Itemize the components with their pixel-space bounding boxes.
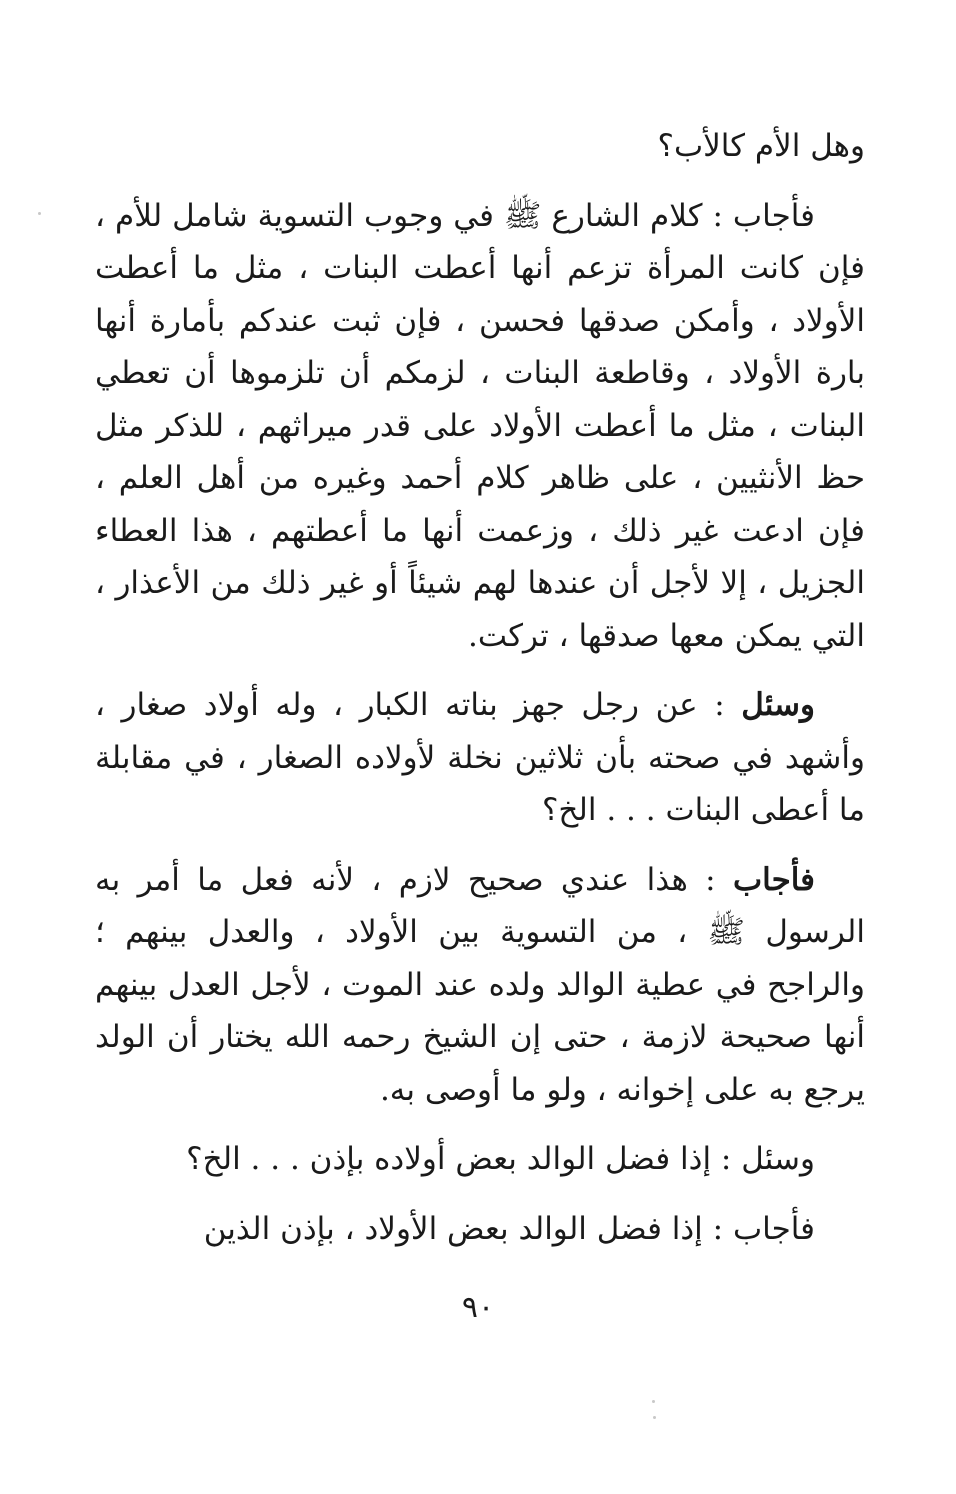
answer-paragraph — [95, 854, 865, 1117]
scan-speck — [652, 1400, 655, 1403]
paragraph-text: : عن رجل جهز بناته الكبار ، وله أولاد صغار ، وأشهد في صحته بأن ثلاثين نخلة لأولاده الصغار ، في مقابلة ما أعطى البنات . . . الخ؟ — [95, 687, 865, 828]
answer-paragraph — [95, 1203, 865, 1256]
paragraph-lead-word: وسئل — [741, 687, 815, 723]
paragraph-text: : هذا عندي صحيح لازم ، لأنه فعل ما أمر به الرسول ﷺ ، من التسوية بين الأولاد ، والعدل بينهم ؛ والراجح في عطية الوالد ولده عند الموت ، لأجل العدل بينهم أنها صحيحة لازمة ، حتى إن الشيخ رحمه الله يختار أن الولد يرجع به على إخوانه ، ولو ما أوصى به. — [95, 861, 865, 1108]
answer-paragraph — [95, 190, 865, 663]
paragraph-text: فأجاب : كلام الشارع ﷺ في وجوب التسوية شامل للأم ، فإن كانت المرأة تزعم أنها أعطت البنات ، مثل ما أعطت الأولاد ، وأمكن صدقها فحسن ، فإن ثبت عندكم بأمارة أنها بارة الأولاد ، وقاطعة البنات ، لزمكم أن تلزموها أن تعطي البنات ، مثل ما أعطت الأولاد على قدر ميراثهم ، للذكر مثل حظ الأنثيين ، على ظاهر كلام أحمد وغيره من أهل العلم ، فإن ادعت غير ذلك ، وزعمت أنها ما أعطتهم ، هذا العطاء الجزيل ، إلا لأجل أن عندها لهم شيئاً أو غير ذلك من الأعذار ، التي يمكن معها صدقها ، تركت. — [95, 197, 865, 654]
question-paragraph — [95, 679, 865, 837]
page-number: ٩٠ — [461, 1290, 495, 1325]
paragraph-lead-word: فأجاب — [732, 861, 815, 898]
scan-speck — [653, 1416, 656, 1419]
page-text — [95, 120, 865, 1255]
paragraph-text: فأجاب : إذا فضل الوالد بعض الأولاد ، بإذن الذين — [203, 1210, 815, 1247]
scan-speck — [38, 212, 41, 215]
paragraph-text: وهل الأم كالأب؟ — [657, 128, 865, 164]
question-paragraph — [95, 120, 865, 173]
question-paragraph — [95, 1133, 865, 1186]
paragraph-text: وسئل : إذا فضل الوالد بعض أولاده بإذن . . . الخ؟ — [186, 1141, 815, 1177]
